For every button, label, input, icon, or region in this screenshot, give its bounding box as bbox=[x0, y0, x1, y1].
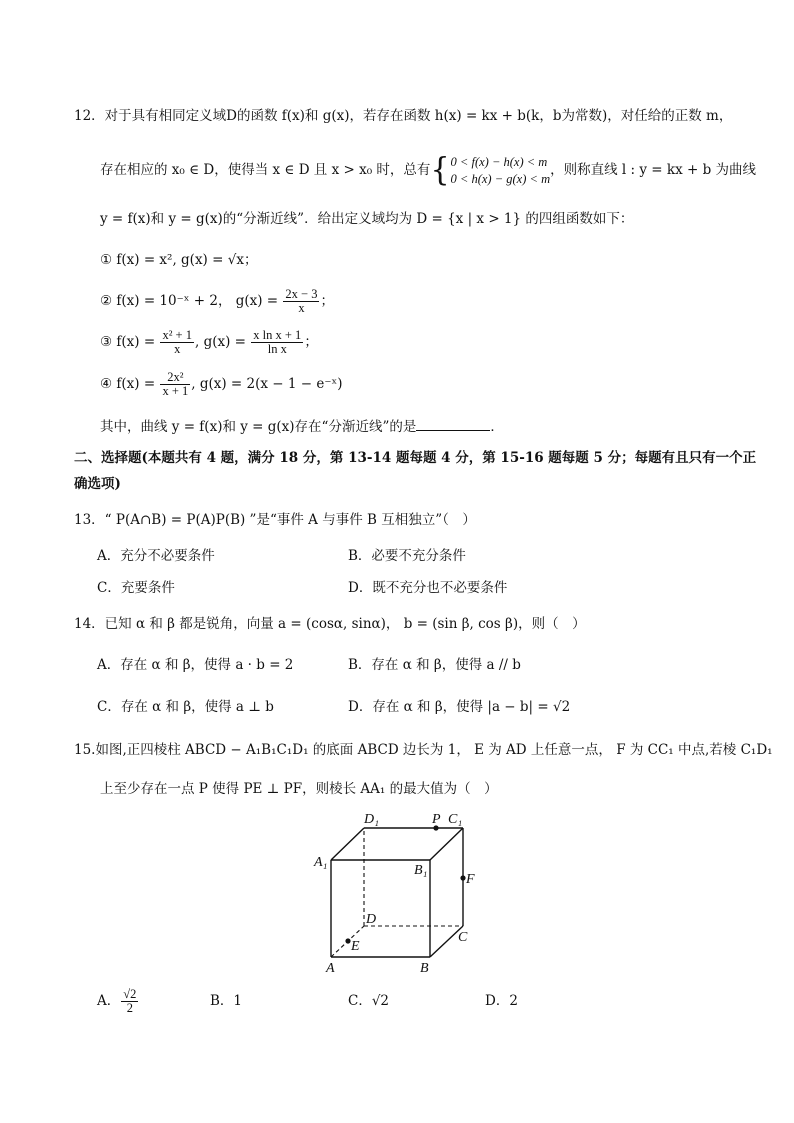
q13-option-b[interactable]: B．必要不充分条件 bbox=[348, 548, 466, 564]
label-a: A bbox=[326, 961, 335, 976]
point-e bbox=[345, 938, 350, 943]
inequality-system bbox=[451, 154, 551, 188]
label-d: D bbox=[366, 912, 377, 927]
q12-item4-lead: ④ f(x) = bbox=[100, 376, 156, 392]
section2-title-line1: 二、选择题(本题共有 4 题，满分 18 分，第 13-14 题每题 4 分，第 15-16 题每题 5 分；每题有且只有一个正 bbox=[74, 450, 757, 466]
q15-line1: 15.如图,正四棱柱 ABCD − A₁B₁C₁D₁ 的底面 ABCD 边长为 1， E 为 AD 上任意一点， F 为 CC₁ 中点,若棱 C₁D₁ bbox=[74, 742, 773, 758]
q12-line2 bbox=[100, 152, 756, 188]
q12-final-text: 其中，曲线 y = f(x)和 y = g(x)存在“分渐近线”的是 bbox=[100, 419, 417, 435]
q12-item3-mid: , g(x) = bbox=[195, 334, 246, 350]
fraction-numerator: x ln x + 1 bbox=[253, 328, 302, 342]
fraction-denominator: x + 1 bbox=[162, 384, 189, 398]
label-f: F bbox=[466, 872, 475, 887]
q13-option-d[interactable]: D．既不充分也不必要条件 bbox=[348, 580, 508, 596]
q13-option-a[interactable]: A．充分不必要条件 bbox=[97, 548, 215, 564]
q12-item3-end: ； bbox=[304, 334, 318, 350]
label-c1: C₁ bbox=[448, 812, 463, 827]
fraction-numerator: 2x − 3 bbox=[285, 287, 318, 301]
fraction-denominator: x bbox=[298, 301, 305, 315]
q14-option-a[interactable]: A．存在 α 和 β，使得 a · b = 2 bbox=[97, 657, 294, 673]
q12-item-3 bbox=[100, 325, 318, 359]
q14-option-b[interactable]: B．存在 α 和 β，使得 a // b bbox=[348, 657, 521, 673]
system-line-2: 0 < h(x) − g(x) < m bbox=[450, 171, 551, 186]
q15-option-c[interactable]: C．√2 bbox=[348, 993, 390, 1009]
q14-option-d[interactable]: D．存在 α 和 β，使得 |a − b| = √2 bbox=[348, 699, 571, 715]
q15-line2: 上至少存在一点 P 使得 PE ⊥ PF，则棱长 AA₁ 的最大值为（ ） bbox=[100, 781, 498, 797]
edge-b1-c1 bbox=[430, 828, 463, 860]
q13-stem: 13．“ P(A∩B) = P(A)P(B) ”是“事件 A 与事件 B 互相独立”（ ） bbox=[74, 512, 476, 528]
prism-figure bbox=[300, 808, 500, 978]
q12-line2-text-b: ，则称直线 l : y = kx + b 为曲线 bbox=[550, 162, 757, 178]
q15-option-a[interactable] bbox=[97, 983, 139, 1019]
q15-option-d[interactable]: D．2 bbox=[485, 993, 518, 1009]
point-f bbox=[460, 875, 465, 880]
label-b: B bbox=[420, 961, 429, 976]
q12-line1: 12．对于具有相同定义域D的函数 f(x)和 g(x)，若存在函数 h(x) = kx + b(k，b为常数)，对任给的正数 m， bbox=[74, 108, 733, 124]
answer-blank[interactable] bbox=[416, 416, 490, 431]
q12-line3: y = f(x)和 y = g(x)的“分渐近线”．给出定义域均为 D = {x | x > 1} 的四组函数如下： bbox=[100, 211, 634, 227]
label-c: C bbox=[458, 930, 468, 945]
label-p: P bbox=[432, 812, 441, 827]
label-b1: B₁ bbox=[414, 863, 428, 878]
q12-item4-fraction bbox=[160, 371, 190, 398]
label-a1: A₁ bbox=[314, 855, 328, 870]
q12-item2-lead: ② f(x) = 10⁻ˣ + 2， g(x) = bbox=[100, 293, 279, 309]
fraction-denominator: x bbox=[174, 342, 181, 356]
q12-final bbox=[100, 416, 504, 437]
q12-item-4 bbox=[100, 366, 342, 402]
fraction-numerator: 2x² bbox=[160, 371, 190, 385]
q12-item-1: ① f(x) = x², g(x) = √x； bbox=[100, 252, 258, 268]
label-e: E bbox=[351, 939, 360, 954]
edge-a1-d1 bbox=[331, 828, 364, 860]
fraction-denominator: 2 bbox=[126, 1001, 133, 1015]
q12-final-end: ． bbox=[490, 419, 504, 435]
q15-option-a-fraction bbox=[121, 988, 138, 1015]
fraction-numerator: √2 bbox=[123, 987, 137, 1001]
system-line-1: 0 < f(x) − h(x) < m bbox=[450, 154, 548, 169]
fraction-denominator: ln x bbox=[267, 342, 287, 356]
q12-line2-text-a: 存在相应的 x₀ ∈ D，使得当 x ∈ D 且 x > x₀ 时，总有 bbox=[100, 162, 431, 178]
q15-option-a-label: A． bbox=[97, 993, 121, 1009]
system-brace: { bbox=[430, 151, 450, 189]
q14-stem: 14．已知 α 和 β 都是锐角，向量 a = (cosα, sinα)， b = (sin β, cos β)，则（ ） bbox=[74, 616, 586, 632]
q14-option-c[interactable]: C．存在 α 和 β，使得 a ⊥ b bbox=[97, 699, 274, 715]
label-d1: D₁ bbox=[364, 812, 379, 827]
q12-item2-fraction bbox=[283, 288, 319, 315]
fraction-numerator: x² + 1 bbox=[162, 328, 192, 342]
q12-item-2 bbox=[100, 284, 334, 318]
q12-item3-fraction-1 bbox=[160, 329, 194, 356]
q12-item3-lead: ③ f(x) = bbox=[100, 334, 156, 350]
q13-option-c[interactable]: C．充要条件 bbox=[97, 580, 175, 596]
q12-item3-fraction-2 bbox=[251, 329, 303, 356]
q12-item4-rest: , g(x) = 2(x − 1 − e⁻ˣ) bbox=[191, 376, 343, 392]
q12-item2-end: ； bbox=[320, 293, 334, 309]
q15-option-b[interactable]: B．1 bbox=[210, 993, 243, 1009]
section2-title-line2: 确选项) bbox=[74, 476, 121, 492]
